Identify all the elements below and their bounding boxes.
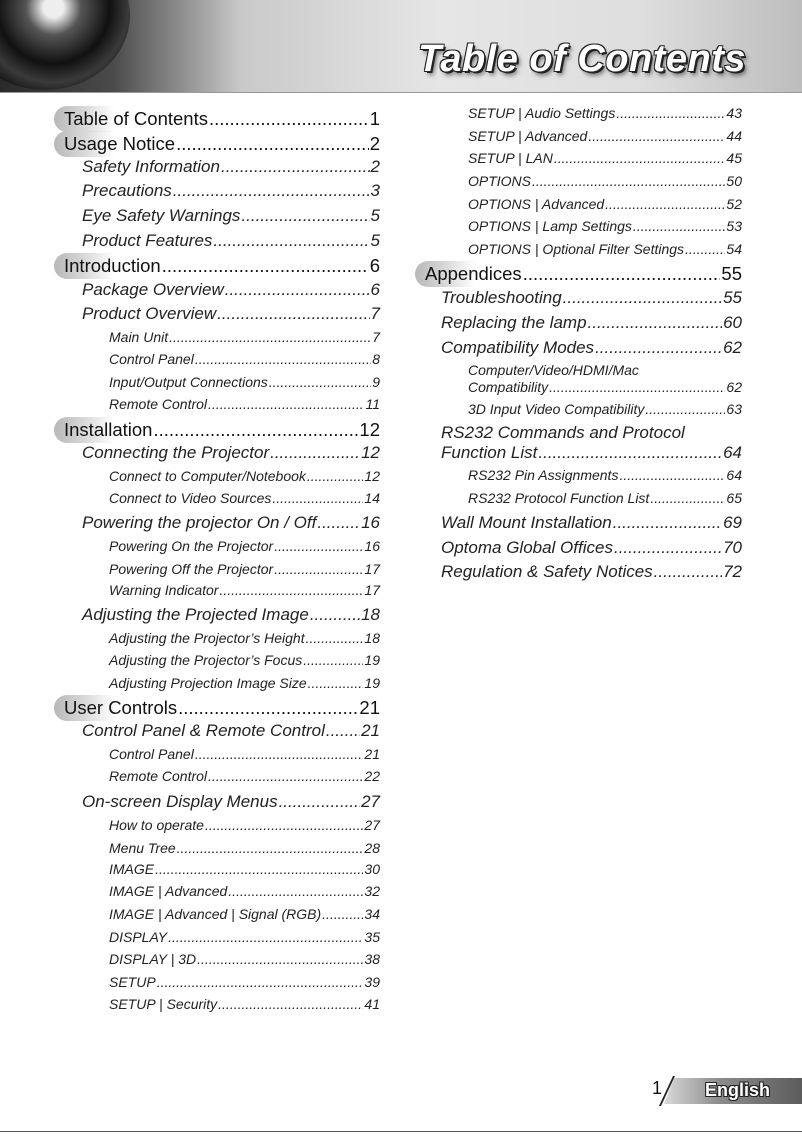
toc-entry-title: Wall Mount Installation: [441, 513, 612, 532]
toc-entry[interactable]: [441, 338, 742, 358]
toc-page-number: 7: [370, 304, 380, 323]
toc-entry[interactable]: [468, 105, 742, 121]
header-divider: [0, 92, 802, 93]
toc-entry[interactable]: [109, 490, 380, 506]
toc-page-number: 12: [364, 468, 380, 484]
toc-entry[interactable]: [109, 652, 380, 668]
toc-entry[interactable]: [82, 513, 380, 533]
toc-page-number: 21: [361, 721, 380, 740]
toc-entry[interactable]: [109, 582, 380, 598]
toc-entry-title: Powering On the Projector: [109, 538, 274, 554]
toc-entry[interactable]: [109, 974, 380, 990]
toc-page-number: 50: [726, 173, 742, 189]
toc-page-number: 41: [364, 996, 380, 1012]
toc-dot-leader: [326, 721, 360, 741]
toc-dot-leader: [155, 861, 363, 877]
toc-entry-title: IMAGE: [109, 861, 155, 877]
toc-page-number: 35: [364, 929, 380, 945]
toc-entry-title: SETUP | Security: [109, 996, 218, 1012]
toc-dot-leader: [538, 443, 722, 463]
toc-entry[interactable]: [109, 951, 380, 967]
toc-entry[interactable]: [109, 929, 380, 945]
toc-page-number: 16: [361, 513, 380, 532]
toc-entry-title: Remote Control: [109, 768, 208, 784]
toc-entry-title: Product Features: [82, 231, 213, 250]
toc-dot-leader: [306, 630, 364, 646]
toc-dot-leader: [195, 351, 371, 367]
toc-page-number: 22: [364, 768, 380, 784]
toc-dot-leader: [532, 173, 725, 189]
toc-dot-leader: [613, 513, 722, 533]
toc-dot-leader: [218, 996, 363, 1012]
toc-page-number: 16: [364, 538, 380, 554]
toc-entry-title: SETUP | Audio Settings: [468, 105, 616, 121]
toc-dot-leader: [307, 468, 364, 484]
toc-entry-title: On-screen Display Menus: [82, 792, 278, 811]
toc-dot-leader: [303, 652, 363, 668]
toc-entry-title: Package Overview: [82, 280, 224, 299]
toc-page-number: 64: [726, 467, 742, 483]
toc-entry-title: IMAGE | Advanced | Signal (RGB): [109, 906, 322, 922]
toc-entry-title: RS232 Protocol Function List: [468, 490, 650, 506]
toc-entry[interactable]: [441, 538, 742, 558]
toc-entry[interactable]: [82, 231, 380, 251]
toc-entry[interactable]: [82, 605, 380, 625]
toc-dot-leader: [588, 128, 725, 144]
toc-entry-title: Troubleshooting: [441, 288, 562, 307]
toc-entry-title: RS232 Pin Assignments: [468, 467, 619, 483]
toc-dot-leader: [221, 157, 370, 177]
page-number: 1: [652, 1078, 663, 1098]
toc-page-number: 12: [361, 443, 380, 462]
toc-dot-leader: [217, 304, 369, 324]
toc-entry[interactable]: [441, 313, 742, 333]
toc-dot-leader: [595, 338, 722, 358]
toc-entry[interactable]: [441, 443, 742, 463]
toc-dot-leader: [176, 133, 369, 155]
toc-entry[interactable]: [82, 792, 380, 812]
toc-entry[interactable]: [109, 817, 380, 833]
toc-page-number: 30: [364, 861, 380, 877]
toc-entry[interactable]: [82, 304, 380, 324]
toc-page-number: 52: [726, 196, 742, 212]
toc-dot-leader: [310, 605, 360, 625]
toc-dot-leader: [654, 562, 722, 582]
footer-divider: [0, 1131, 802, 1132]
toc-page-number: 53: [726, 218, 742, 234]
toc-entry[interactable]: [82, 181, 380, 201]
toc-entry[interactable]: [109, 746, 380, 762]
toc-page-number: 38: [364, 951, 380, 967]
toc-entry[interactable]: [64, 697, 380, 719]
toc-entry-title: IMAGE | Advanced: [109, 883, 228, 899]
toc-page-number: 18: [361, 605, 380, 624]
toc-entry-title: SETUP | LAN: [468, 150, 553, 166]
toc-dot-leader: [650, 490, 725, 506]
toc-page-number: 5: [370, 231, 380, 250]
toc-page-number: 19: [364, 652, 380, 668]
toc-page-number: 2: [369, 133, 380, 154]
toc-entry-title: Usage Notice: [64, 133, 176, 154]
toc-page-number: 69: [723, 513, 742, 532]
toc-dot-leader: [208, 768, 363, 784]
toc-entry[interactable]: [468, 490, 742, 506]
toc-dot-leader: [588, 313, 723, 333]
projector-lens-graphic: [0, 0, 130, 90]
toc-page-number: 62: [726, 379, 742, 395]
toc-page-number: 43: [726, 105, 742, 121]
toc-dot-leader: [523, 263, 721, 285]
toc-dot-leader: [308, 675, 364, 691]
toc-dot-leader: [619, 467, 725, 483]
toc-entry[interactable]: [468, 401, 742, 417]
toc-dot-leader: [685, 241, 725, 257]
toc-page-number: 70: [723, 538, 742, 557]
toc-entry-title: Safety Information: [82, 157, 220, 176]
toc-dot-leader: [272, 490, 363, 506]
toc-page-number: 2: [370, 157, 380, 176]
toc-entry-title: Installation: [64, 419, 153, 440]
toc-page-number: 44: [726, 128, 742, 144]
toc-page-number: 28: [364, 840, 380, 856]
toc-dot-leader: [269, 374, 371, 390]
toc-dot-leader: [616, 105, 725, 121]
toc-entry[interactable]: [82, 721, 380, 741]
toc-entry-title: Connect to Computer/Notebook: [109, 468, 306, 484]
toc-entry-title: DISPLAY | 3D: [109, 951, 197, 967]
toc-entry-title: 3D Input Video Compatibility: [468, 401, 645, 417]
toc-entry-title: Adjusting Projection Image Size: [109, 675, 307, 691]
toc-entry[interactable]: [468, 196, 742, 212]
toc-dot-leader: [208, 396, 364, 412]
toc-entry[interactable]: [82, 157, 380, 177]
toc-entry-title: SETUP: [109, 974, 156, 990]
toc-entry[interactable]: [64, 255, 380, 277]
toc-entry[interactable]: [468, 128, 742, 144]
toc-dot-leader: [270, 443, 360, 463]
toc-entry-title: Function List: [441, 443, 538, 462]
toc-entry-title: Eye Safety Warnings: [82, 206, 241, 225]
toc-entry[interactable]: [441, 513, 742, 533]
toc-page-number: 39: [364, 974, 380, 990]
toc-entry[interactable]: [109, 675, 380, 691]
toc-entry[interactable]: [441, 562, 742, 582]
toc-page-number: 64: [723, 443, 742, 462]
toc-page-number: 18: [364, 630, 380, 646]
toc-entry[interactable]: [109, 996, 380, 1012]
toc-page-number: 27: [364, 817, 380, 833]
toc-page-number: 1: [369, 108, 380, 129]
toc-page-number: 62: [723, 338, 742, 357]
toc-dot-leader: [549, 379, 725, 395]
toc-entry-title: Introduction: [64, 255, 161, 276]
toc-entry-title-line1[interactable]: RS232 Commands and Protocol: [441, 423, 685, 442]
toc-entry[interactable]: [109, 906, 380, 922]
toc-dot-leader: [157, 974, 364, 990]
toc-entry[interactable]: [109, 561, 380, 577]
toc-entry[interactable]: [468, 173, 742, 189]
toc-page-number: 65: [726, 490, 742, 506]
toc-dot-leader: [173, 181, 370, 201]
toc-page-number: 5: [370, 206, 380, 225]
toc-entry[interactable]: [109, 374, 380, 390]
toc-entry-title: Adjusting the Projected Image: [82, 605, 309, 624]
toc-entry-title-line1[interactable]: Computer/Video/HDMI/Mac: [468, 362, 639, 378]
toc-page-number: 11: [365, 396, 380, 412]
toc-entry-title: OPTIONS | Advanced: [468, 196, 605, 212]
toc-dot-leader: [605, 196, 725, 212]
toc-entry-title: SETUP | Advanced: [468, 128, 588, 144]
toc-entry-title: Regulation & Safety Notices: [441, 562, 653, 581]
toc-entry-title: Main Unit: [109, 329, 169, 345]
toc-page-number: 19: [364, 675, 380, 691]
toc-dot-leader: [168, 929, 363, 945]
toc-page-number: 45: [726, 150, 742, 166]
toc-dot-leader: [274, 538, 363, 554]
toc-dot-leader: [213, 231, 369, 251]
toc-entry[interactable]: [109, 396, 380, 412]
toc-entry-title: Compatibility: [468, 379, 549, 395]
toc-entry-title: Control Panel: [109, 746, 194, 762]
toc-page-number: 60: [723, 313, 742, 332]
toc-entry-title: Connect to Video Sources: [109, 490, 272, 506]
toc-dot-leader: [322, 906, 363, 922]
toc-page-number: 3: [370, 181, 380, 200]
toc-entry-title: Table of Contents: [64, 108, 208, 129]
toc-entry[interactable]: [109, 768, 380, 784]
toc-entry-title: Powering the projector On / Off: [82, 513, 317, 532]
toc-page-number: 6: [369, 255, 380, 276]
toc-page-number: 34: [364, 906, 380, 922]
toc-entry-title: Remote Control: [109, 396, 208, 412]
toc-entry[interactable]: [468, 467, 742, 483]
toc-entry-title: Precautions: [82, 181, 172, 200]
toc-page-number: 21: [364, 746, 380, 762]
toc-dot-leader: [169, 329, 371, 345]
toc-entry[interactable]: [64, 419, 380, 441]
page-title: Table of Contents: [418, 38, 746, 80]
toc-entry-title: Product Overview: [82, 304, 217, 323]
toc-page-number: 7: [372, 329, 380, 345]
toc-entry[interactable]: [82, 206, 380, 226]
toc-page-number: 12: [359, 419, 380, 440]
toc-page-number: 14: [364, 490, 380, 506]
toc-page-number: 54: [726, 241, 742, 257]
toc-entry[interactable]: [64, 133, 380, 155]
toc-entry-title: Input/Output Connections: [109, 374, 268, 390]
toc-entry-title: Optoma Global Offices: [441, 538, 613, 557]
toc-entry[interactable]: [82, 443, 380, 463]
toc-entry[interactable]: [468, 241, 742, 257]
toc-entry[interactable]: [109, 351, 380, 367]
toc-dot-leader: [197, 951, 363, 967]
toc-dot-leader: [162, 255, 369, 277]
toc-dot-leader: [209, 108, 369, 130]
toc-entry[interactable]: [109, 538, 380, 554]
page-header: [0, 0, 802, 92]
toc-entry[interactable]: [425, 263, 742, 285]
toc-entry-title: Replacing the lamp: [441, 313, 587, 332]
toc-entry-title: Powering Off the Projector: [109, 561, 274, 577]
toc-entry[interactable]: [468, 218, 742, 234]
toc-dot-leader: [178, 697, 358, 719]
toc-entry-title: Control Panel: [109, 351, 194, 367]
toc-page-number: 72: [723, 562, 742, 581]
toc-dot-leader: [274, 561, 363, 577]
toc-page-number: 55: [723, 288, 742, 307]
toc-entry-title: Appendices: [425, 263, 522, 284]
toc-entry-title: Menu Tree: [109, 840, 176, 856]
toc-page-number: 9: [372, 374, 380, 390]
toc-page-number: 55: [721, 263, 742, 284]
toc-entry-title: OPTIONS | Optional Filter Settings: [468, 241, 685, 257]
toc-entry-title: Adjusting the Projector’s Focus: [109, 652, 303, 668]
toc-entry-title: OPTIONS: [468, 173, 532, 189]
toc-page-number: 32: [364, 883, 380, 899]
toc-page-number: 17: [364, 582, 380, 598]
toc-dot-leader: [225, 280, 370, 300]
toc-entry-title: Adjusting the Projector’s Height: [109, 630, 305, 646]
toc-entry-title: Warning Indicator: [109, 582, 219, 598]
toc-entry-title: Compatibility Modes: [441, 338, 595, 357]
toc-dot-leader: [554, 150, 726, 166]
toc-dot-leader: [317, 513, 360, 533]
toc-entry-title: Control Panel & Remote Control: [82, 721, 325, 740]
toc-page-number: 8: [372, 351, 380, 367]
toc-dot-leader: [195, 746, 364, 762]
toc-entry-title: User Controls: [64, 697, 178, 718]
toc-dot-leader: [177, 840, 364, 856]
toc-dot-leader: [241, 206, 369, 226]
toc-entry[interactable]: [64, 108, 380, 130]
language-label: English: [705, 1080, 771, 1100]
toc-entry[interactable]: [109, 840, 380, 856]
toc-dot-leader: [205, 817, 363, 833]
toc-dot-leader: [219, 582, 363, 598]
toc-entry[interactable]: [109, 861, 380, 877]
toc-entry[interactable]: [468, 150, 742, 166]
toc-dot-leader: [645, 401, 725, 417]
toc-entry-title: OPTIONS | Lamp Settings: [468, 218, 632, 234]
toc-dot-leader: [153, 419, 358, 441]
toc-dot-leader: [228, 883, 363, 899]
toc-page-number: 17: [364, 561, 380, 577]
toc-entry[interactable]: [109, 468, 380, 484]
toc-dot-leader: [633, 218, 726, 234]
toc-entry-title: Connecting the Projector: [82, 443, 270, 462]
toc-entry[interactable]: [468, 379, 742, 395]
toc-dot-leader: [563, 288, 722, 308]
toc-dot-leader: [614, 538, 722, 558]
toc-page-number: 6: [370, 280, 380, 299]
toc-page-number: 21: [359, 697, 380, 718]
toc-entry[interactable]: [82, 280, 380, 300]
toc-entry-title: DISPLAY: [109, 929, 168, 945]
toc-dot-leader: [279, 792, 361, 812]
toc-entry[interactable]: [109, 329, 380, 345]
toc-entry[interactable]: [109, 883, 380, 899]
toc-page-number: 63: [726, 401, 742, 417]
toc-entry-title: How to operate: [109, 817, 204, 833]
toc-page-number: 27: [361, 792, 380, 811]
toc-entry[interactable]: [441, 288, 742, 308]
toc-entry[interactable]: [109, 630, 380, 646]
